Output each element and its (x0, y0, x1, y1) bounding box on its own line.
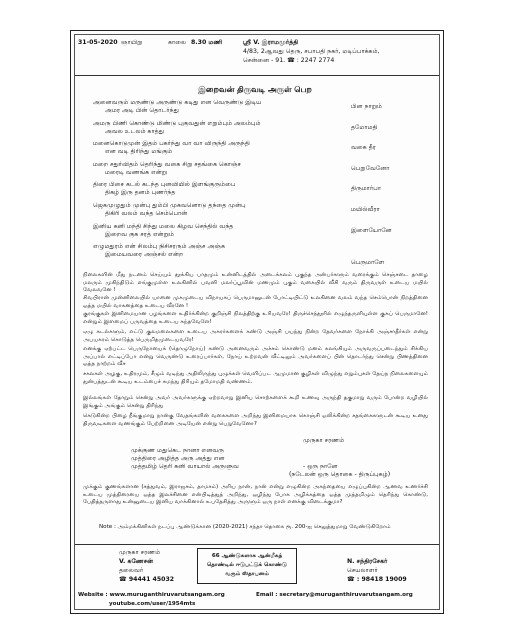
header-date: 31-05-2020 (78, 39, 118, 46)
verse-line: அனைவரும் மருண்டு அருண்டு கடிது என வெருண்டு இடிய (93, 99, 262, 106)
footer-center-line-1: 66 ஆண்டுகளாக ஆன்மீகத் (211, 553, 283, 559)
footer-divider (75, 544, 439, 545)
verse-line: ஜெகமுழுதும் முன்பு தும்பி முகவனொடு தந்தை முன்பு (93, 202, 246, 209)
footer-left-role: தலைவர் (119, 567, 144, 574)
footer-left-greeting: முருகா சரணம் (119, 549, 161, 556)
header-name: ஸ்ரீ V. இராமமூர்த்தி (243, 39, 299, 46)
verse-line: இனிய கனி மந்தி சிந்து மலை கிழவ செந்தில் வந்த (93, 222, 234, 230)
refrain-line-1: முக்குண மதுகெட நானா எனவரு (131, 447, 225, 454)
verse-meter: பெருமாளே (351, 259, 385, 267)
verse-line: திகழ் இரு தனம் புணர்ந்த (105, 189, 176, 197)
verse-meter: பெறுவேனோ (351, 164, 390, 172)
verse-line: மறை சதுர்விதம் தெரிந்து வகை சிறு சதங்கை கொஞ்ச (93, 160, 242, 168)
paragraph-3: குரங்குகள் இனிமையான பழங்களை உதிர்க்கின்ற குறிஞ்சி நிலத்திற்கு உரியவரே! திருச்செந்தூரில் எழுந்தருளியுள்ள குகப் பெருமானே! என்றும் இளமைப் பருவத்தை உடைய கந்தவேளே! (83, 311, 428, 325)
paragraph-4: ஏழு கடல்களும், எட்டு குலமலைகளை உடைய அசுரர்களைக் கண்டு அஞ்சி பயந்து நின்ற தேவர்களை நோக்கி அஞ்சாதீர்கள் என்று அபயகரம் கொடுத்த பெருமிதமுடையவரே! (83, 329, 428, 343)
footer-youtube-link[interactable]: youtube.com/user/1954mts (109, 601, 196, 607)
verse-line: திரை பிசை கடல் கடந்த புனவியில் இளங்குரும்பை (93, 181, 236, 189)
footer-center-line-3: வரும் ஸ்தாபனம் (225, 571, 269, 577)
verse-line: இமையவரை அஞ்சல் என்ற (105, 251, 184, 259)
paragraph-6: சகலகள் அழகு, உதிரமும், சீழும் வடிந்து அதிலிருந்து புழுக்கள் வெளிப்பட ஆமுமான குழிகள் விழுந்து எறும்புகள் தேய்ந நிலைகளையும் துன்பத்துடன் கூடிய உடம்பைச் சுமந்து திரியும் தமோமதி வண்ணம். (83, 371, 428, 385)
paragraph-7: இல்லங்கள் தோறும் சென்று அவர் அவர்களுக்கு ஏற்றவாறு இனிய சொற்களைக் கூறி உணவு அருந்தி தகுமாறு வரும் போன்ற வழியில் இங்கும் அங்கும் சென்று திரிந்து (83, 395, 428, 409)
footer-website-link[interactable]: Website : www.muruganthiruvarutsangam.org (78, 592, 225, 598)
verse-meter: பின நாறும் (351, 103, 382, 110)
header-address-2: சென்னை - 91. ☎ : 2247 2774 (243, 57, 335, 64)
paragraph-2: சிவபிரான் முன்னிலையில் யானை முகமுடைய விநாயகப் பெருமானுடன் போட்டியிட்டு உலகினை வலம் வந்த செம்பொன் நிறத்தினை ஒத்த மயில் வாகனத்தை உடைய வீரனே ! (83, 295, 428, 309)
paragraph-1: நிலைகளின் மீது நடனம் செய்யும் தூக்கிய பாதமும் உன்னிடத்தில் அடைக்கலம் புகுந்த அன்பர்களும் வரைக்கும் செஞ்சடை தாழை மலரும் முகிந்திடும் எங்குமுள்ள உலகினில் பவனி மலர்ப்பூவின் மணமும் புகும் வகையில் வீசி வரும் திருவருள் உடைய மயில் வேலவனே ! (83, 272, 428, 294)
footer-center-box (197, 548, 297, 584)
verse-line: இறைவ குக சரத் என்றும் (105, 230, 174, 238)
explanation: முக்கும் குணங்களான (சத்துவம், இராஜசம், தாமசம்) அரிய நான், நான் என்று எழுகின்ற அகந்தையை எழுப்புகின்ற ஆணவ உணர்ச்சி உடைய முத்திரையை ஒத்த இலச்சினை என்பிடித்துத் அறிந்து, ஒழிந்து போக அழிக்கத்தை ஒத்த முத்தமிழும் தெரிந்து கொண்டு, பேதித்தருளாது உன்னுடைய இனிய வாக்கினால் உபதேசித்து அருளும் ஒரு நாள் எனக்கு விடைக்குமா? (83, 484, 428, 506)
verse-meter: மயில்வீரா (351, 206, 380, 213)
verse-line: மரைடி வணங்க என்று (105, 168, 168, 176)
refrain-line-3: முத்தமிழ் தெரி கனி வாயால் அருளுவ (131, 463, 239, 470)
verse-line: எழுமதுரம் என் சிலம்பு நிசிசரரும் அஞ்ச அஞ்சு (93, 243, 226, 251)
document-page (70, 30, 444, 614)
footer-email-link[interactable]: Email : secretary@muruganthiruvarutsangam.org (256, 592, 413, 598)
verse-line: திகிரி வலம் வந்த செம்பொன் (105, 210, 188, 217)
paragraph-5: எனக்கு ஏற்பட்ட பெருநோயைக் (தொழுநோய்) கண்டு அனைவரும் அச்சம் கொண்டு மனம் கலங்கியும் அருவருப்படைந்தும் சிக்கிய அப்பால் எட்டிப்போ என்று வெருண்டு உரைப்பார்கள், நோய் உற்றவன் வீட்டிலும் அவர்களைப் பின் தொடர்ந்து சென்று பிணத்தினை ஒத்த நாற்றம் வீச (83, 346, 428, 368)
footer-right-phone: ☎ : 98418 19009 (347, 576, 407, 583)
footer-right-role: செயலாளர் (347, 567, 378, 574)
verse-meter: திருமார்பா (351, 185, 382, 193)
refrain-source: (நடேலன் ஒரு தொகை - திருப்புகழ்) (289, 471, 391, 478)
page-title: இறைவன் திருவடி அருள் பெற (198, 85, 312, 94)
refrain-line-2: முத்திரை அழித்த அரு அத்து என (131, 455, 225, 462)
verse-line: என வடி திரிந்து மங்கும் (105, 148, 173, 156)
verse-line: அமர அடி பின் தொடர்ந்து (105, 107, 179, 114)
footer-right-name: N. சந்திரசேகர் (347, 558, 388, 565)
header-time: 8.30 மணி (191, 39, 223, 46)
verse-line: மனைகொடுமுன் இதம் பகர்ந்து வா வா விருந்தி அருந்தி (93, 140, 250, 148)
verse-meter: இளையோனே (351, 226, 392, 234)
verse-line: அவல உடலம் காத்து (105, 127, 165, 135)
header-day: ஞாயிறு (121, 39, 143, 46)
header-divider (75, 75, 439, 76)
note: Note : அம்மக்கினிகள் நடப்பு ஆண்டுக்கான (2020-2021) சந்தா தொகை ரூ. 200-ஐ செலுத்துமாறு வேண்டுகிறோம் (99, 524, 391, 530)
verse-meter: தமோமதி (351, 123, 378, 131)
footer-left-name: V. கணேசன் (119, 558, 154, 565)
header-address-1: 4/83, 2ஆவது தெரு, சபாபதி நகர், மடிப்பாக்கம், (243, 48, 380, 55)
paragraph-8: கெடுகின்ற பிழை நீங்குமாறு நான்கு வேதங்களின் வகைகளை அறிந்து இனிமையாக கொஞ்சி ஒலிக்கின்ற சதங்கைகளுடன் கூடிய உனது திருவடிகளை வணங்கும் பேற்றினை அடியேன் என்று பெறுவேனோ? (83, 413, 428, 427)
header-time-label: காலை (168, 39, 187, 46)
verse-line: அமரு பிணி கொண்டு மிண்டு புகுவதுன் எறும்பும் அலம்பும் (93, 119, 261, 127)
footer-center-line-2: தொண்டில் ஈடுபட்டுக் கொண்டு (206, 562, 288, 568)
refrain-line-3-suffix: - ஒரு நானே (303, 463, 338, 470)
verse-meter: வகை தீர (351, 144, 376, 152)
refrain-label: முருகா சரணம் (303, 437, 345, 444)
footer-left-phone: ☎ 94441 45032 (119, 576, 175, 583)
